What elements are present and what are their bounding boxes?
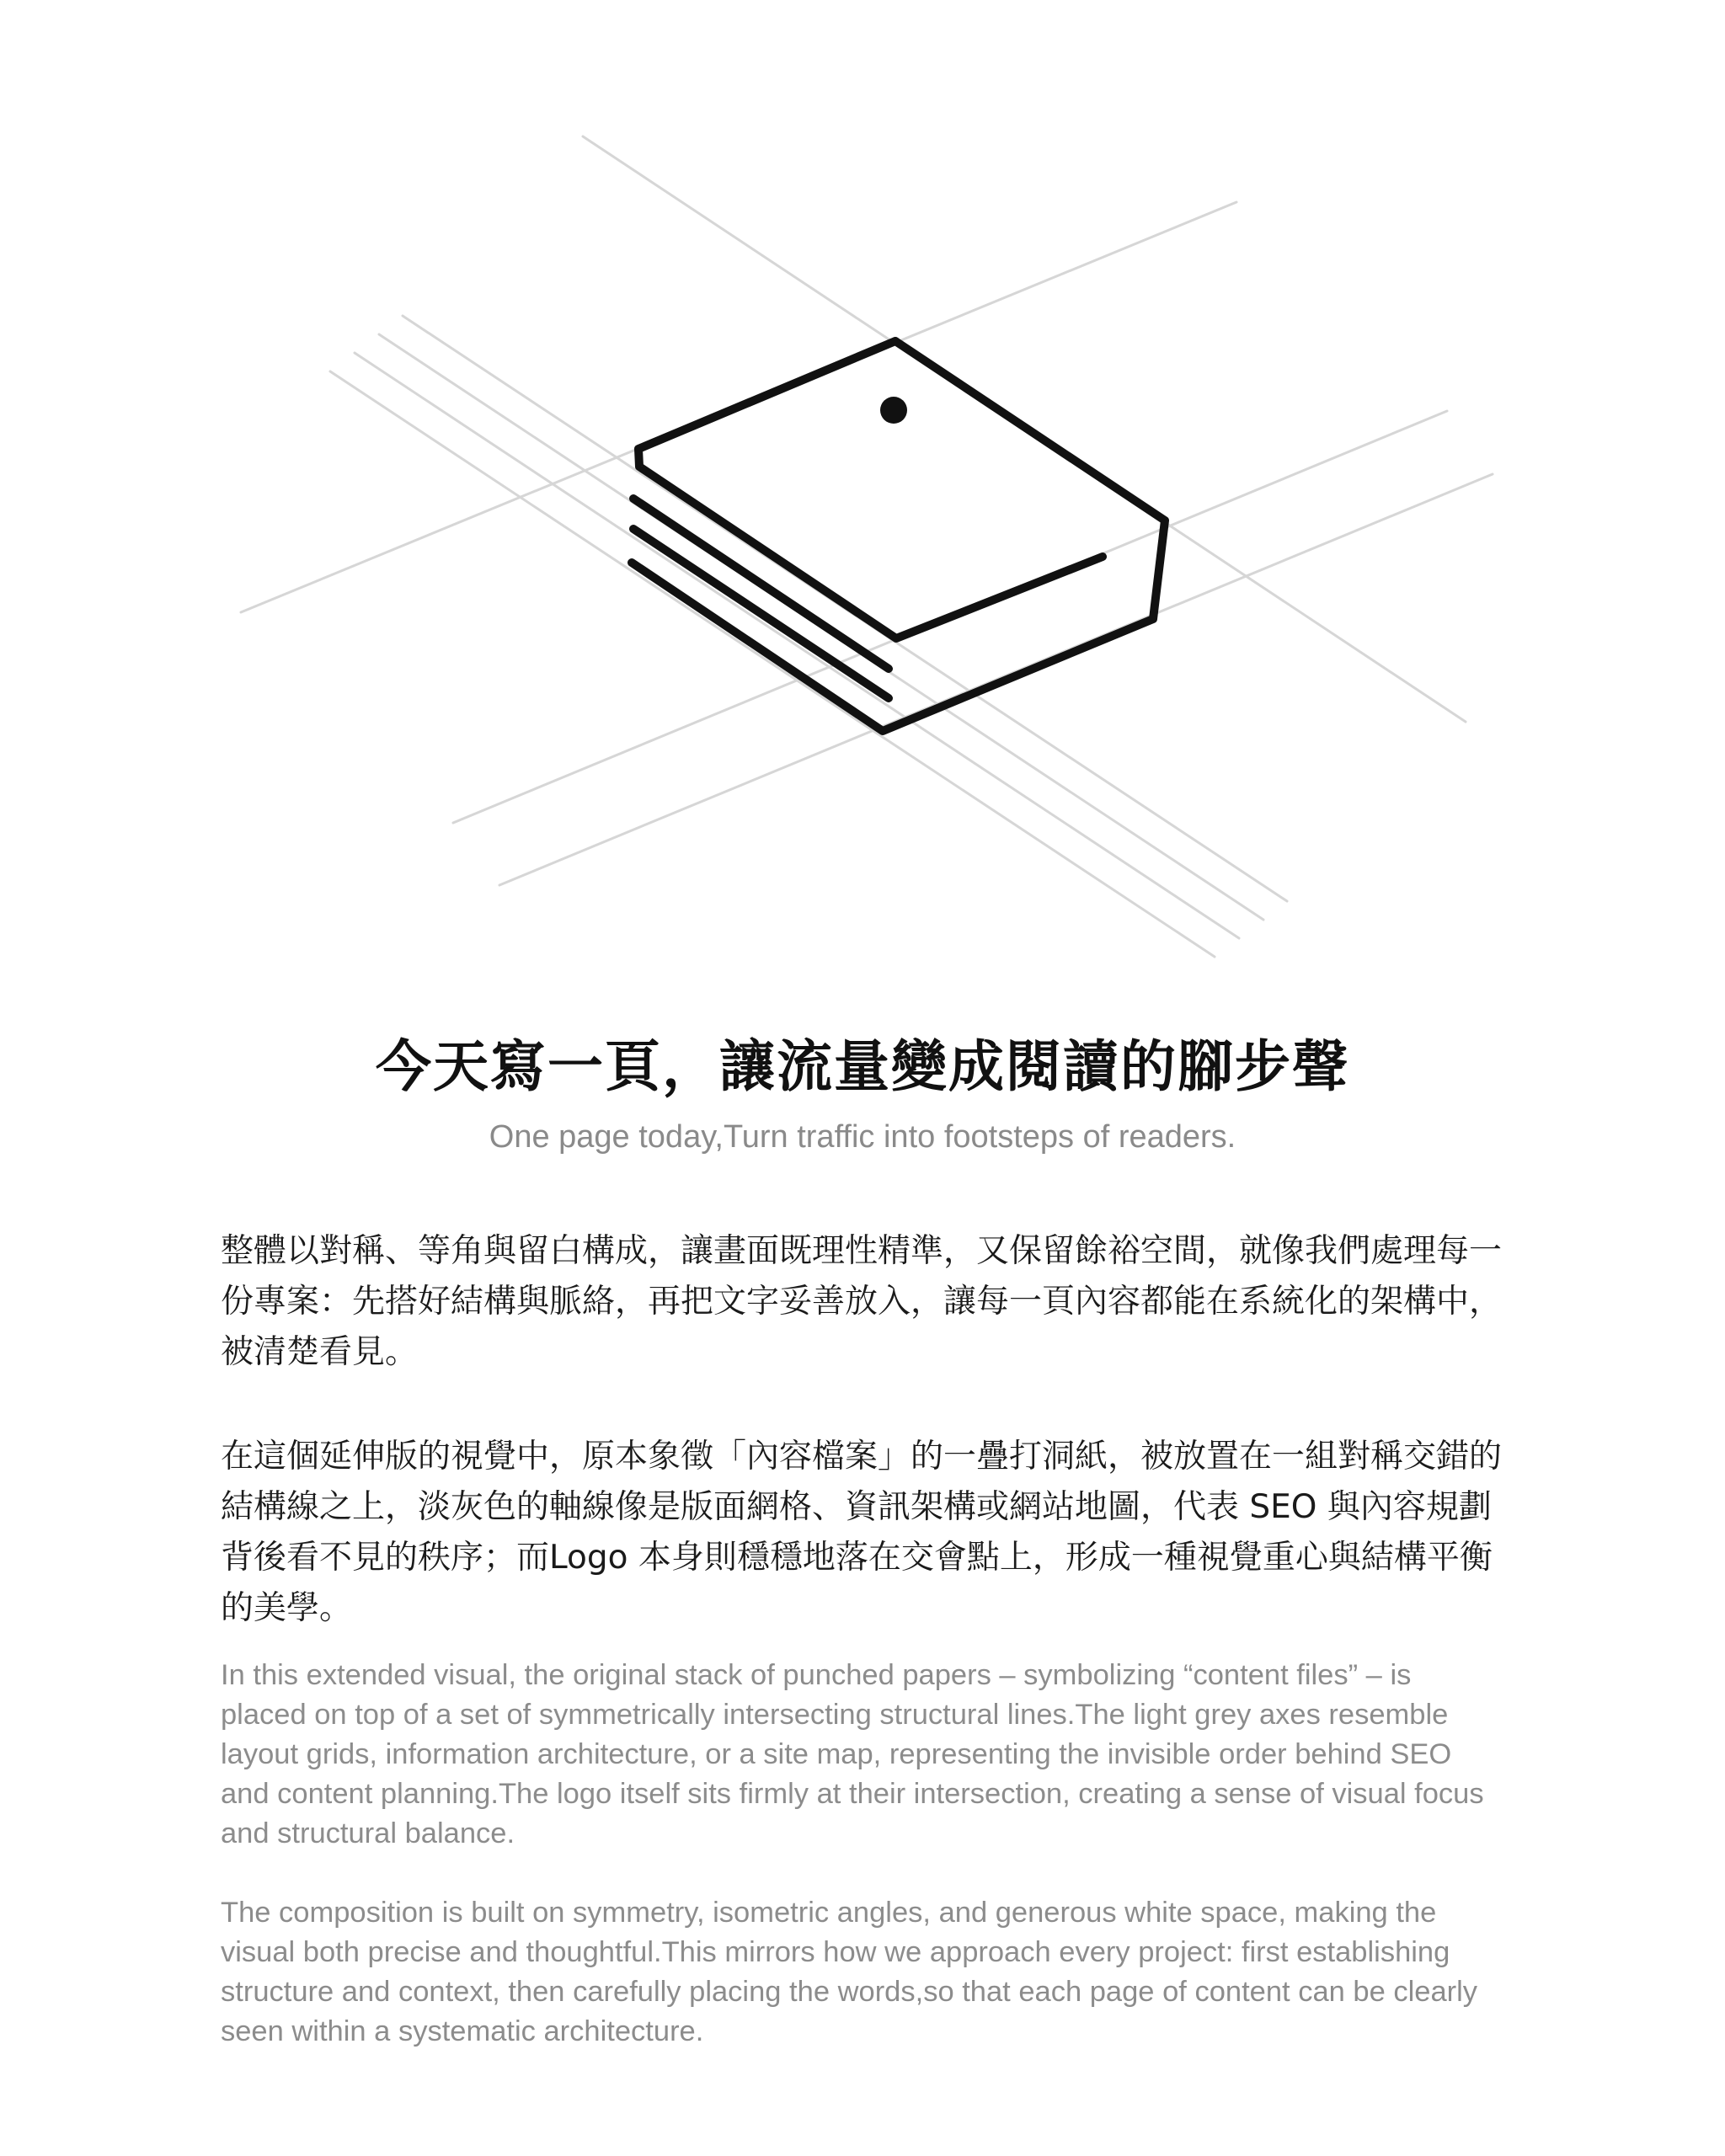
page-subtitle: One page today,Turn traffic into footsteps of readers. xyxy=(489,1119,1236,1155)
page-title: 今天寫一頁，讓流量變成閱讀的腳步聲 xyxy=(376,1034,1349,1099)
body-zh-paragraph-1: 整體以對稱、等角與留白構成，讓畫面既理性精準，又保留餘裕空間，就像我們處理每一份專案：先搭好結構與脈絡，再把文字妥善放入，讓每一頁內容都能在系統化的架構中，被清楚看見。 xyxy=(221,1232,1503,1371)
body-en-paragraph-2: The composition is built on symmetry, isometric angles, and generous white space, making the visual both precise and thoughtful.This mirrors how we approach every project: first establishing structure and context, then carefully placing the words,so that each page of content can be clearly seen within a systematic architecture. xyxy=(221,1897,1478,2047)
punched-paper-stack-icon xyxy=(632,341,1165,731)
structural-grid-lines xyxy=(241,136,1493,957)
punch-hole-icon xyxy=(880,397,907,424)
body-en-paragraph-1: In this extended visual, the original stack of punched papers – symbolizing “content files” – is placed on top of a set of symmetrically intersecting structural lines.The light grey axes resemble layout grids, information architecture, or a site map, representing the invisible order behind SEO and content planning.The logo itself sits firmly at their intersection, creating a sense of visual focus and structural balance. xyxy=(221,1659,1484,1849)
hero-illustration xyxy=(0,0,1725,977)
body-zh-paragraph-2: 在這個延伸版的視覺中，原本象徵「內容檔案」的一疊打洞紙，被放置在一組對稱交錯的結構線之上，淡灰色的軸線像是版面網格、資訊架構或網站地圖，代表 SEO 與內容規劃背後看不見的秩序；而Logo 本身則穩穩地落在交會點上，形成一種視覺重心與結構平衡的美學。 xyxy=(221,1438,1503,1627)
